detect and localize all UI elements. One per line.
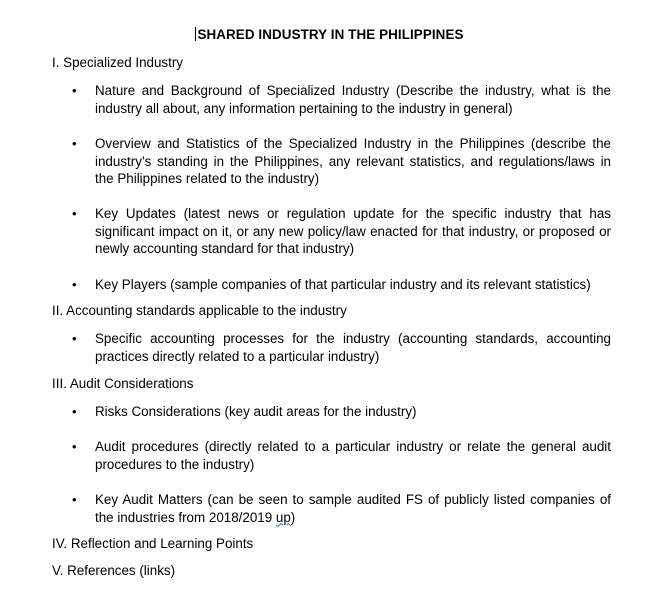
bullet-icon: •	[72, 404, 77, 419]
bullet-text-key-audit-matters	[95, 491, 611, 526]
key-audit-matters-text: Key Audit Matters (can be seen to sample audited FS of publicly listed companies of the industries from 2018/2019	[95, 492, 611, 525]
bullet-icon: •	[72, 439, 77, 454]
bullet-icon: •	[72, 136, 77, 151]
bullet-text-key-updates: Key Updates (latest news or regulation update for the specific industry that has significant impact on it, or any new policy/law enacted for that industry, or proposed or newly accounting standard for that industry)	[95, 206, 611, 256]
section-heading-reflection: IV. Reflection and Learning Points	[52, 536, 254, 551]
bullet-text-overview-statistics: Overview and Statistics of the Specialized Industry in the Philippines (describe the industry’s standing in the Philippines, any relevant statistics, and regulations/laws in the Philippines related to the industry)	[95, 136, 611, 186]
section-heading-audit-considerations: III. Audit Considerations	[52, 376, 194, 391]
bullet-icon: •	[72, 206, 77, 221]
bullet-text-audit-procedures: Audit procedures (directly related to a particular industry or relate the general audit procedures to the industry)	[95, 439, 611, 472]
section-heading-references: V. References (links)	[52, 563, 176, 578]
document-title	[0, 26, 659, 44]
bullet-text-key-players: Key Players (sample companies of that particular industry and its relevant statistics)	[95, 277, 591, 292]
bullet-icon: •	[72, 83, 77, 98]
grammar-flagged-word[interactable]: up	[275, 509, 291, 525]
bullet-icon: •	[72, 277, 77, 292]
bullet-text-accounting-processes: Specific accounting processes for the industry (accounting standards, accounting practices directly related to a particular industry)	[95, 331, 611, 364]
bullet-icon: •	[72, 331, 77, 346]
key-audit-matters-closing: )	[290, 509, 296, 525]
document-title-text: SHARED INDUSTRY IN THE PHILIPPINES	[197, 27, 464, 42]
bullet-icon: •	[72, 492, 77, 507]
section-heading-specialized-industry: I. Specialized Industry	[52, 55, 183, 70]
bullet-text-risks-considerations: Risks Considerations (key audit areas for the industry)	[95, 404, 417, 419]
bullet-text-nature-background: Nature and Background of Specialized Industry (Describe the industry, what is the industry all about, any information pertaining to the industry in general)	[95, 83, 611, 116]
section-heading-accounting-standards: II. Accounting standards applicable to the industry	[52, 303, 347, 318]
